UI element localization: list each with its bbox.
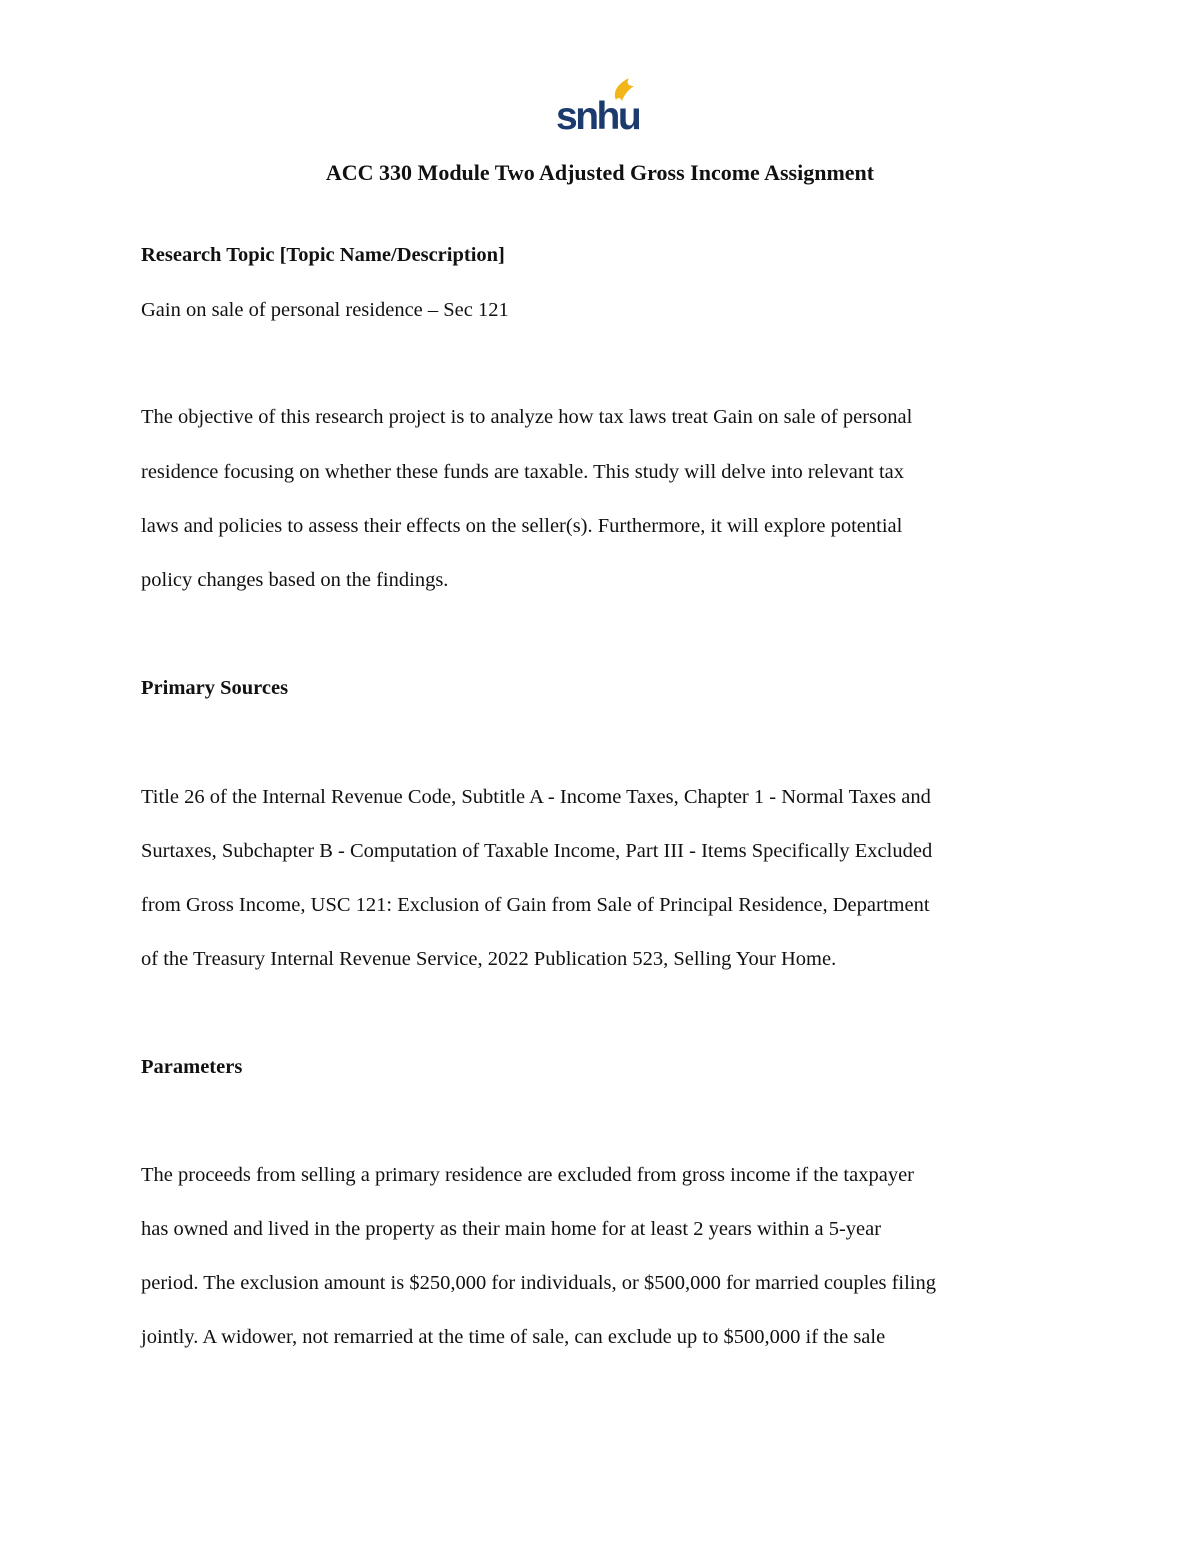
primary-sources-line: from Gross Income, USC 121: Exclusion of Gain from Sale of Principal Residence, Department	[141, 894, 930, 916]
objective-line: residence focusing on whether these funds are taxable. This study will delve into relevant tax	[141, 461, 905, 483]
research-topic-text: Gain on sale of personal residence – Sec 121	[141, 299, 509, 321]
snhu-logo-text: snhu	[556, 95, 640, 134]
parameters-line: The proceeds from selling a primary residence are excluded from gross income if the taxpayer	[141, 1164, 914, 1186]
parameters-line: has owned and lived in the property as their main home for at least 2 years within a 5-year	[141, 1218, 882, 1240]
snhu-logo	[556, 74, 640, 134]
document-title: ACC 330 Module Two Adjusted Gross Income Assignment	[325, 160, 875, 185]
parameters-line: period. The exclusion amount is $250,000 for individuals, or $500,000 for married couples filing	[141, 1272, 936, 1294]
research-topic-heading: Research Topic [Topic Name/Description]	[141, 244, 505, 266]
objective-line: laws and policies to assess their effects on the seller(s). Furthermore, it will explore potential	[141, 515, 903, 537]
objective-line: policy changes based on the findings.	[141, 569, 449, 591]
primary-sources-line: Surtaxes, Subchapter B - Computation of Taxable Income, Part III - Items Specifically Excluded	[141, 840, 933, 862]
parameters-line: jointly. A widower, not remarried at the time of sale, can exclude up to $500,000 if the sale	[141, 1326, 886, 1348]
parameters-heading: Parameters	[141, 1056, 243, 1078]
snhu-logo-graphic	[556, 74, 640, 134]
primary-sources-line: Title 26 of the Internal Revenue Code, Subtitle A - Income Taxes, Chapter 1 - Normal Taxes and	[141, 786, 931, 808]
primary-sources-heading: Primary Sources	[141, 677, 289, 699]
objective-line: The objective of this research project is to analyze how tax laws treat Gain on sale of personal	[141, 406, 913, 428]
primary-sources-line: of the Treasury Internal Revenue Service, 2022 Publication 523, Selling Your Home.	[141, 948, 837, 970]
